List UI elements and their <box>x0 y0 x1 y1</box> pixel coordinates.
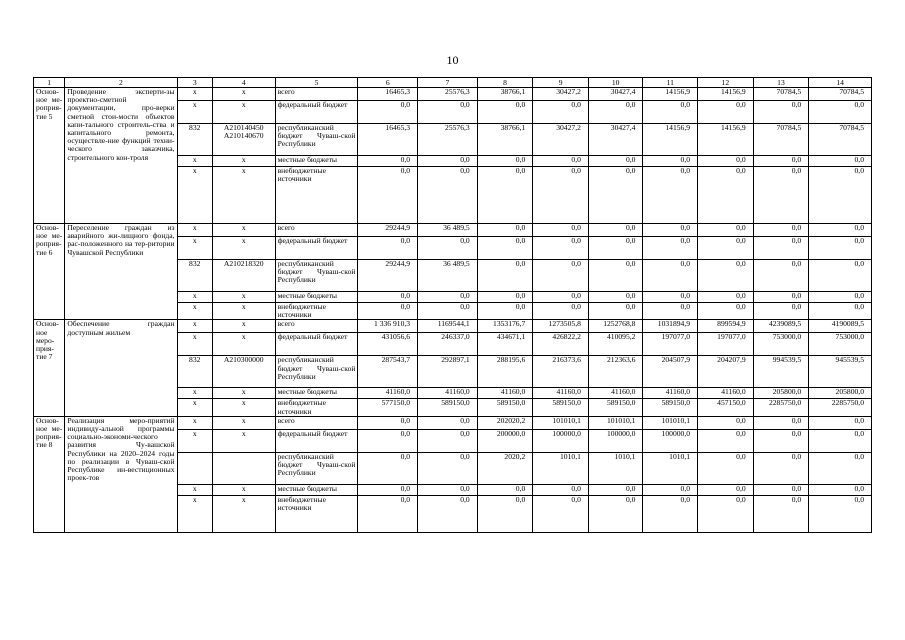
target-article-cell: х <box>212 88 275 101</box>
value-cell: 0,0 <box>643 303 698 320</box>
value-cell: 41160,0 <box>643 388 698 399</box>
value-cell: 30427,2 <box>533 124 589 156</box>
value-cell: 1010,1 <box>588 452 643 484</box>
funding-source-cell: всего <box>275 224 358 237</box>
budget-table <box>33 77 872 533</box>
event-description-cell: Проведение эксперти-зы проектно-сметной документации, про-верки сметной стои-мости объектов капи-тального строитель-ства и капитального ремонта, осуществле-ние функций техни-ческого заказчика, строительного кон-троля <box>65 88 177 224</box>
value-cell: 0,0 <box>358 303 418 320</box>
value-cell: 0,0 <box>477 156 533 167</box>
value-cell: 0,0 <box>809 237 872 260</box>
value-cell: 0,0 <box>477 167 533 224</box>
value-cell: 202020,2 <box>477 416 533 429</box>
value-cell: 197077,0 <box>698 333 754 356</box>
header-cell: 12 <box>698 78 754 88</box>
value-cell: 0,0 <box>643 260 698 292</box>
target-article-cell: А210300000 <box>212 356 275 388</box>
value-cell: 0,0 <box>358 167 418 224</box>
value-cell: 0,0 <box>533 156 589 167</box>
value-cell: 14156,9 <box>698 124 754 156</box>
grbs-code-cell: х <box>177 388 212 399</box>
value-cell: 0,0 <box>588 156 643 167</box>
value-cell: 0,0 <box>698 416 754 429</box>
value-cell: 70784,5 <box>809 124 872 156</box>
value-cell: 0,0 <box>809 303 872 320</box>
value-cell: 0,0 <box>588 237 643 260</box>
value-cell: 577150,0 <box>358 399 418 416</box>
value-cell: 16465,3 <box>358 124 418 156</box>
header-cell: 3 <box>177 78 212 88</box>
table-row <box>34 320 872 333</box>
value-cell: 0,0 <box>477 484 533 495</box>
value-cell: 0,0 <box>809 101 872 124</box>
value-cell: 0,0 <box>533 237 589 260</box>
target-article-cell: х <box>212 495 275 532</box>
value-cell: 0,0 <box>418 495 478 532</box>
value-cell: 41160,0 <box>477 388 533 399</box>
value-cell: 0,0 <box>753 167 809 224</box>
grbs-code-cell: х <box>177 101 212 124</box>
header-row <box>34 78 872 88</box>
value-cell: 205800,0 <box>753 388 809 399</box>
value-cell: 0,0 <box>588 167 643 224</box>
funding-source-cell: местные бюджеты <box>275 484 358 495</box>
value-cell: 0,0 <box>698 260 754 292</box>
value-cell: 0,0 <box>358 495 418 532</box>
value-cell: 41160,0 <box>533 388 589 399</box>
value-cell: 101010,1 <box>643 416 698 429</box>
target-article-cell: х <box>212 416 275 429</box>
table-row <box>34 88 872 101</box>
value-cell: 589150,0 <box>418 399 478 416</box>
header-cell: 2 <box>65 78 177 88</box>
value-cell: 0,0 <box>643 237 698 260</box>
target-article-cell: х <box>212 333 275 356</box>
value-cell: 100000,0 <box>643 429 698 452</box>
target-article-cell: х <box>212 224 275 237</box>
value-cell: 0,0 <box>698 101 754 124</box>
value-cell: 2285750,0 <box>753 399 809 416</box>
header-cell: 6 <box>358 78 418 88</box>
value-cell: 204507,9 <box>643 356 698 388</box>
funding-source-cell: местные бюджеты <box>275 156 358 167</box>
value-cell: 431056,6 <box>358 333 418 356</box>
target-article-cell: х <box>212 484 275 495</box>
value-cell: 0,0 <box>753 416 809 429</box>
value-cell: 0,0 <box>643 484 698 495</box>
value-cell: 899594,9 <box>698 320 754 333</box>
value-cell: 0,0 <box>588 495 643 532</box>
value-cell: 25576,3 <box>418 124 478 156</box>
header-cell: 14 <box>809 78 872 88</box>
value-cell: 589150,0 <box>588 399 643 416</box>
header-cell: 8 <box>477 78 533 88</box>
funding-source-cell: внебюджетные источники <box>275 495 358 532</box>
funding-source-cell: местные бюджеты <box>275 292 358 303</box>
value-cell: 0,0 <box>588 224 643 237</box>
value-cell: 0,0 <box>643 495 698 532</box>
value-cell: 0,0 <box>643 292 698 303</box>
value-cell: 292897,1 <box>418 356 478 388</box>
value-cell: 994539,5 <box>753 356 809 388</box>
value-cell: 0,0 <box>418 429 478 452</box>
value-cell: 1 336 910,3 <box>358 320 418 333</box>
funding-source-cell: всего <box>275 320 358 333</box>
value-cell: 30427,4 <box>588 88 643 101</box>
value-cell: 0,0 <box>358 484 418 495</box>
value-cell: 0,0 <box>533 292 589 303</box>
value-cell: 0,0 <box>643 167 698 224</box>
value-cell: 0,0 <box>588 101 643 124</box>
value-cell: 0,0 <box>588 260 643 292</box>
value-cell: 0,0 <box>753 156 809 167</box>
value-cell: 410095,2 <box>588 333 643 356</box>
value-cell: 16465,3 <box>358 88 418 101</box>
funding-source-cell: федеральный бюджет <box>275 333 358 356</box>
value-cell: 0,0 <box>533 101 589 124</box>
value-cell: 457150,0 <box>698 399 754 416</box>
grbs-code-cell <box>177 452 212 484</box>
value-cell: 0,0 <box>358 101 418 124</box>
value-cell: 70784,5 <box>809 88 872 101</box>
funding-source-cell: республиканский бюджет Чуваш-ской Республики <box>275 124 358 156</box>
value-cell: 0,0 <box>358 237 418 260</box>
header-cell: 9 <box>533 78 589 88</box>
funding-source-cell: внебюджетные источники <box>275 167 358 224</box>
funding-source-cell: республиканский бюджет Чуваш-ской Республики <box>275 260 358 292</box>
value-cell: 1273505,8 <box>533 320 589 333</box>
value-cell: 205800,0 <box>809 388 872 399</box>
event-name-cell: Основ-ное ме-роприя-тие 6 <box>34 224 65 320</box>
target-article-cell: х <box>212 320 275 333</box>
target-article-cell: х <box>212 167 275 224</box>
value-cell: 4239089,5 <box>753 320 809 333</box>
value-cell: 100000,0 <box>588 429 643 452</box>
grbs-code-cell: х <box>177 156 212 167</box>
funding-source-cell: федеральный бюджет <box>275 429 358 452</box>
value-cell: 0,0 <box>753 303 809 320</box>
value-cell: 101010,1 <box>588 416 643 429</box>
grbs-code-cell: х <box>177 167 212 224</box>
value-cell: 0,0 <box>698 224 754 237</box>
value-cell: 945539,5 <box>809 356 872 388</box>
value-cell: 0,0 <box>809 224 872 237</box>
grbs-code-cell: х <box>177 399 212 416</box>
value-cell: 0,0 <box>418 452 478 484</box>
grbs-code-cell: х <box>177 484 212 495</box>
value-cell: 41160,0 <box>358 388 418 399</box>
grbs-code-cell: х <box>177 333 212 356</box>
funding-source-cell: местные бюджеты <box>275 388 358 399</box>
value-cell: 0,0 <box>809 416 872 429</box>
value-cell: 70784,5 <box>753 88 809 101</box>
funding-source-cell: федеральный бюджет <box>275 237 358 260</box>
value-cell: 1169544,1 <box>418 320 478 333</box>
value-cell: 0,0 <box>358 429 418 452</box>
value-cell: 204207,9 <box>698 356 754 388</box>
value-cell: 288195,6 <box>477 356 533 388</box>
value-cell: 70784,5 <box>753 124 809 156</box>
value-cell: 0,0 <box>418 292 478 303</box>
value-cell: 0,0 <box>533 260 589 292</box>
value-cell: 38766,1 <box>477 88 533 101</box>
target-article-cell: х <box>212 101 275 124</box>
target-article-cell: х <box>212 156 275 167</box>
value-cell: 0,0 <box>588 303 643 320</box>
value-cell: 0,0 <box>698 237 754 260</box>
funding-source-cell: республиканский бюджет Чуваш-ской Республики <box>275 452 358 484</box>
value-cell: 753000,0 <box>809 333 872 356</box>
header-cell: 10 <box>588 78 643 88</box>
value-cell: 434671,1 <box>477 333 533 356</box>
value-cell: 0,0 <box>753 101 809 124</box>
funding-source-cell: внебюджетные источники <box>275 399 358 416</box>
grbs-code-cell: 832 <box>177 356 212 388</box>
value-cell: 753000,0 <box>753 333 809 356</box>
value-cell: 2020,2 <box>477 452 533 484</box>
value-cell: 101010,1 <box>533 416 589 429</box>
value-cell: 0,0 <box>809 495 872 532</box>
value-cell: 589150,0 <box>477 399 533 416</box>
value-cell: 0,0 <box>643 156 698 167</box>
value-cell: 426822,2 <box>533 333 589 356</box>
value-cell: 1031894,9 <box>643 320 698 333</box>
event-description-cell: Переселение граждан из аварийного жи-лищного фонда, рас-положенного на тер-ритории Чувашской Республики <box>65 224 177 320</box>
value-cell: 0,0 <box>753 260 809 292</box>
value-cell: 0,0 <box>477 303 533 320</box>
funding-source-cell: федеральный бюджет <box>275 101 358 124</box>
header-cell: 4 <box>212 78 275 88</box>
value-cell: 1353176,7 <box>477 320 533 333</box>
value-cell: 0,0 <box>643 224 698 237</box>
funding-source-cell: республиканский бюджет Чуваш-ской Республики <box>275 356 358 388</box>
header-cell: 1 <box>34 78 65 88</box>
grbs-code-cell: х <box>177 292 212 303</box>
value-cell: 0,0 <box>533 495 589 532</box>
grbs-code-cell: 832 <box>177 260 212 292</box>
target-article-cell: х <box>212 237 275 260</box>
value-cell: 0,0 <box>418 484 478 495</box>
value-cell: 2285750,0 <box>809 399 872 416</box>
value-cell: 4190089,5 <box>809 320 872 333</box>
value-cell: 0,0 <box>753 237 809 260</box>
value-cell: 1252768,8 <box>588 320 643 333</box>
target-article-cell: А210140450 А210140670 <box>212 124 275 156</box>
value-cell: 0,0 <box>809 429 872 452</box>
value-cell: 1010,1 <box>533 452 589 484</box>
value-cell: 0,0 <box>358 452 418 484</box>
event-name-cell: Основ-ное меро-прия-тие 7 <box>34 320 65 416</box>
value-cell: 14156,9 <box>698 88 754 101</box>
value-cell: 589150,0 <box>533 399 589 416</box>
value-cell: 25576,3 <box>418 88 478 101</box>
value-cell: 0,0 <box>753 224 809 237</box>
value-cell: 0,0 <box>753 452 809 484</box>
value-cell: 589150,0 <box>643 399 698 416</box>
value-cell: 0,0 <box>753 292 809 303</box>
value-cell: 30427,4 <box>588 124 643 156</box>
header-cell: 11 <box>643 78 698 88</box>
funding-source-cell: внебюджетные источники <box>275 303 358 320</box>
header-cell: 5 <box>275 78 358 88</box>
value-cell: 0,0 <box>698 303 754 320</box>
value-cell: 200000,0 <box>477 429 533 452</box>
value-cell: 0,0 <box>809 260 872 292</box>
value-cell: 41160,0 <box>588 388 643 399</box>
target-article-cell: х <box>212 429 275 452</box>
value-cell: 38766,1 <box>477 124 533 156</box>
value-cell: 0,0 <box>753 429 809 452</box>
table-row <box>34 416 872 429</box>
value-cell: 0,0 <box>418 167 478 224</box>
value-cell: 29244,9 <box>358 260 418 292</box>
value-cell: 0,0 <box>477 237 533 260</box>
value-cell: 41160,0 <box>698 388 754 399</box>
value-cell: 0,0 <box>809 167 872 224</box>
value-cell: 0,0 <box>809 156 872 167</box>
value-cell: 0,0 <box>809 292 872 303</box>
grbs-code-cell: х <box>177 429 212 452</box>
value-cell: 0,0 <box>533 224 589 237</box>
value-cell: 0,0 <box>418 416 478 429</box>
value-cell: 0,0 <box>698 167 754 224</box>
value-cell: 0,0 <box>698 452 754 484</box>
value-cell: 0,0 <box>809 452 872 484</box>
header-cell: 7 <box>418 78 478 88</box>
value-cell: 100000,0 <box>533 429 589 452</box>
value-cell: 36 489,5 <box>418 260 478 292</box>
target-article-cell <box>212 452 275 484</box>
event-description-cell: Реализация меро-приятий индивиду-альной программы социально-экономи-ческого развития Чу-вашской Республики на 2020–2024 годы по реализации в Чуваш-ской Республике ин-вестиционных проек-тов <box>65 416 177 532</box>
grbs-code-cell: 832 <box>177 124 212 156</box>
grbs-code-cell: х <box>177 495 212 532</box>
value-cell: 0,0 <box>698 429 754 452</box>
value-cell: 0,0 <box>533 484 589 495</box>
value-cell: 0,0 <box>753 484 809 495</box>
value-cell: 0,0 <box>533 167 589 224</box>
value-cell: 30427,2 <box>533 88 589 101</box>
value-cell: 0,0 <box>588 484 643 495</box>
value-cell: 36 489,5 <box>418 224 478 237</box>
value-cell: 0,0 <box>533 303 589 320</box>
grbs-code-cell: х <box>177 303 212 320</box>
target-article-cell: х <box>212 388 275 399</box>
value-cell: 0,0 <box>477 495 533 532</box>
value-cell: 0,0 <box>643 101 698 124</box>
value-cell: 41160,0 <box>418 388 478 399</box>
value-cell: 0,0 <box>698 484 754 495</box>
value-cell: 0,0 <box>477 224 533 237</box>
event-description-cell: Обеспечение граждан доступным жильем <box>65 320 177 416</box>
value-cell: 0,0 <box>358 156 418 167</box>
value-cell: 0,0 <box>753 495 809 532</box>
grbs-code-cell: х <box>177 224 212 237</box>
header-cell: 13 <box>753 78 809 88</box>
event-name-cell: Основ-ное ме-роприя-тие 5 <box>34 88 65 224</box>
page-number: 10 <box>446 53 459 67</box>
table-body <box>34 78 872 533</box>
target-article-cell: х <box>212 303 275 320</box>
value-cell: 0,0 <box>809 484 872 495</box>
funding-source-cell: всего <box>275 88 358 101</box>
value-cell: 1010,1 <box>643 452 698 484</box>
target-article-cell: х <box>212 399 275 416</box>
value-cell: 14156,9 <box>643 88 698 101</box>
value-cell: 14156,9 <box>643 124 698 156</box>
value-cell: 197077,0 <box>643 333 698 356</box>
event-name-cell: Основ-ное ме-роприя-тие 8 <box>34 416 65 532</box>
value-cell: 0,0 <box>358 292 418 303</box>
value-cell: 0,0 <box>698 292 754 303</box>
value-cell: 216373,6 <box>533 356 589 388</box>
value-cell: 0,0 <box>418 303 478 320</box>
value-cell: 0,0 <box>358 416 418 429</box>
value-cell: 212363,6 <box>588 356 643 388</box>
target-article-cell: А210218320 <box>212 260 275 292</box>
grbs-code-cell: х <box>177 416 212 429</box>
value-cell: 0,0 <box>418 156 478 167</box>
target-article-cell: х <box>212 292 275 303</box>
value-cell: 0,0 <box>698 156 754 167</box>
value-cell: 0,0 <box>477 292 533 303</box>
funding-source-cell: всего <box>275 416 358 429</box>
value-cell: 246337,0 <box>418 333 478 356</box>
value-cell: 0,0 <box>698 495 754 532</box>
value-cell: 0,0 <box>588 292 643 303</box>
grbs-code-cell: х <box>177 88 212 101</box>
value-cell: 29244,9 <box>358 224 418 237</box>
value-cell: 0,0 <box>477 260 533 292</box>
value-cell: 0,0 <box>477 101 533 124</box>
grbs-code-cell: х <box>177 320 212 333</box>
grbs-code-cell: х <box>177 237 212 260</box>
value-cell: 0,0 <box>418 237 478 260</box>
value-cell: 287543,7 <box>358 356 418 388</box>
table-row <box>34 224 872 237</box>
value-cell: 0,0 <box>418 101 478 124</box>
